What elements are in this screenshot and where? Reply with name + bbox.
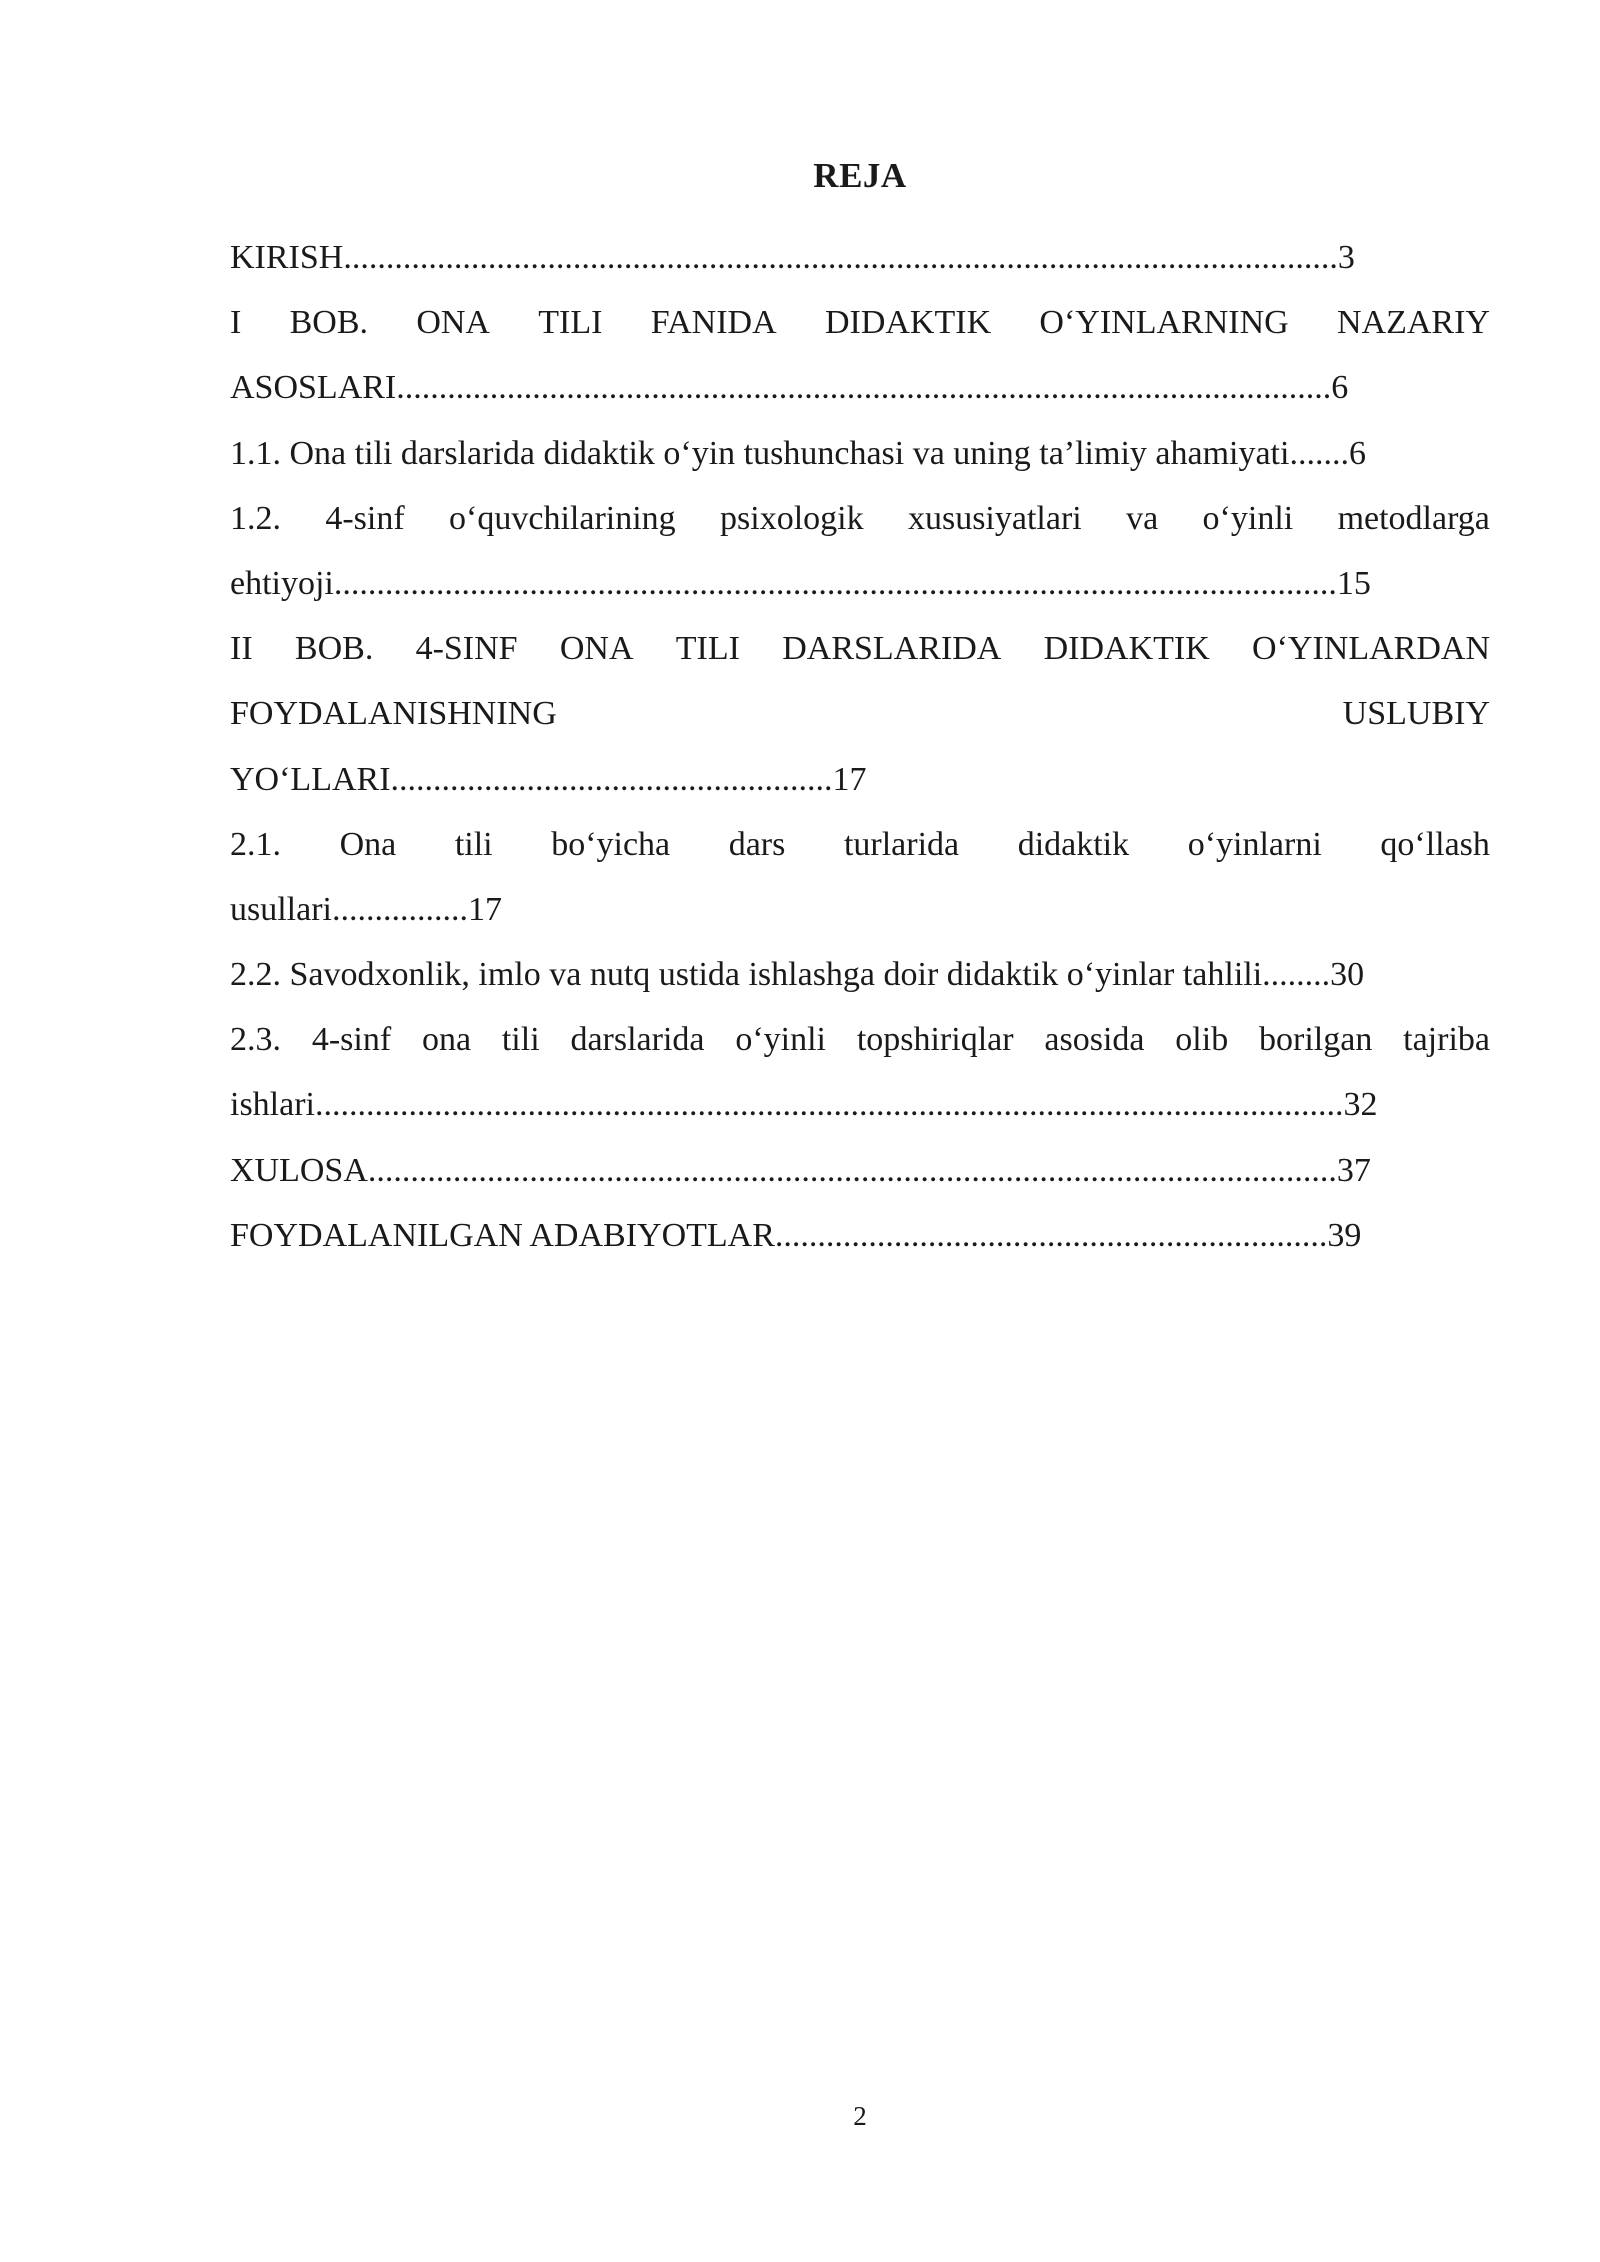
toc-entry-section-2-3-line-2[interactable] (230, 1072, 1490, 1137)
toc-word: tili (454, 825, 493, 863)
toc-word: BOB. (294, 630, 374, 668)
toc-entry-text: ASOSLARI..............................................................................................................6 (230, 369, 1349, 407)
toc-entry-section-1-2-line-1[interactable] (230, 486, 1490, 551)
toc-word: qo‘llash (1380, 825, 1490, 863)
toc-word: xususiyatlari (907, 499, 1082, 537)
toc-word: bo‘yicha (551, 825, 671, 863)
toc-word: USLUBIY (1342, 695, 1490, 733)
toc-word: va (1126, 499, 1159, 537)
toc-word: FOYDALANISHNING (230, 695, 557, 733)
toc-entry-xulosa[interactable] (230, 1138, 1490, 1203)
toc-word: DIDAKTIK (1043, 630, 1210, 668)
toc-word: o‘yinli (735, 1021, 826, 1059)
toc-word: o‘yinli (1202, 499, 1294, 537)
toc-entry-chapter-2-line-2[interactable] (230, 681, 1490, 746)
toc-word: tili (501, 1021, 540, 1059)
toc-entry-text: YO‘LLARI....................................................17 (230, 760, 867, 798)
toc-entry-text: XULOSA..................................................................................................................37 (230, 1151, 1371, 1189)
toc-entry-section-2-1-line-1[interactable] (230, 812, 1490, 877)
toc-entry-text: ishlari.........................................................................................................................32 (230, 1086, 1378, 1124)
toc-word: BOB. (289, 304, 369, 342)
toc-entry-text: usullari................17 (230, 890, 502, 928)
toc-entry-section-2-2[interactable] (230, 942, 1490, 1007)
toc-word: dars (728, 825, 786, 863)
toc-word: olib (1175, 1021, 1229, 1059)
toc-entry-section-1-1[interactable] (230, 421, 1490, 486)
toc-word: DIDAKTIK (824, 304, 992, 342)
toc-word: 2.3. (230, 1021, 281, 1059)
toc-entry-chapter-2-line-3[interactable] (230, 747, 1490, 812)
toc-word: o‘yinlarni (1187, 825, 1322, 863)
table-of-contents (230, 225, 1490, 1268)
toc-word: didaktik (1017, 825, 1130, 863)
toc-word: o‘quvchilarining (449, 499, 676, 537)
toc-entry-references[interactable] (230, 1203, 1490, 1268)
toc-word: 4-sinf (325, 499, 405, 537)
toc-word: Ona (339, 825, 397, 863)
toc-entry-chapter-2-line-1[interactable] (230, 616, 1490, 681)
toc-entry-chapter-1-line-2[interactable] (230, 355, 1490, 420)
toc-entry-text: ehtiyoji......................................................................................................................15 (230, 564, 1371, 602)
toc-entry-text: 2.2. Savodxonlik, imlo va nutq ustida ishlashga doir didaktik o‘yinlar tahlili........30 (230, 956, 1365, 994)
toc-word: 4-SINF (415, 630, 518, 668)
toc-word: 2.1. (230, 825, 281, 863)
toc-entry-text: FOYDALANILGAN ADABIYOTLAR.................................................................39 (230, 1216, 1362, 1254)
document-title: REJA (813, 156, 907, 195)
toc-word: psixologik (720, 499, 864, 537)
toc-word: borilgan (1259, 1021, 1373, 1059)
toc-entry-section-2-3-line-1[interactable] (230, 1007, 1490, 1072)
toc-word: NAZARIY (1337, 304, 1490, 342)
toc-entry-section-1-2-line-2[interactable] (230, 551, 1490, 616)
toc-word: asosida (1044, 1021, 1145, 1059)
toc-word: DARSLARIDA (782, 630, 1002, 668)
toc-word: ONA (416, 304, 490, 342)
toc-word: I (230, 304, 242, 342)
toc-word: turlarida (843, 825, 960, 863)
toc-word: ona (421, 1021, 472, 1059)
toc-word: TILI (675, 630, 740, 668)
toc-entry-text: KIRISH.....................................................................................................................3 (230, 239, 1355, 276)
toc-word: II (230, 630, 253, 668)
toc-entry-chapter-1-line-1[interactable] (230, 290, 1490, 355)
toc-word: topshiriqlar (856, 1021, 1014, 1059)
toc-word: O‘YINLARDAN (1252, 630, 1490, 668)
toc-word: O‘YINLARNING (1039, 304, 1289, 342)
toc-entry-section-2-1-line-2[interactable] (230, 877, 1490, 942)
toc-word: TILI (538, 304, 603, 342)
toc-word: tajriba (1403, 1021, 1490, 1059)
toc-word: ONA (559, 630, 634, 668)
toc-word: 4-sinf (311, 1021, 392, 1059)
page-number: 2 (853, 2101, 867, 2131)
toc-entry-text: 1.1. Ona tili darslarida didaktik o‘yin tushunchasi va uning ta’limiy ahamiyati.......6 (230, 434, 1366, 472)
toc-word: 1.2. (230, 499, 281, 537)
toc-word: metodlarga (1337, 499, 1490, 537)
toc-word: FANIDA (650, 304, 777, 342)
toc-entry-kirish[interactable] (230, 225, 1490, 290)
toc-word: darslarida (570, 1021, 705, 1059)
